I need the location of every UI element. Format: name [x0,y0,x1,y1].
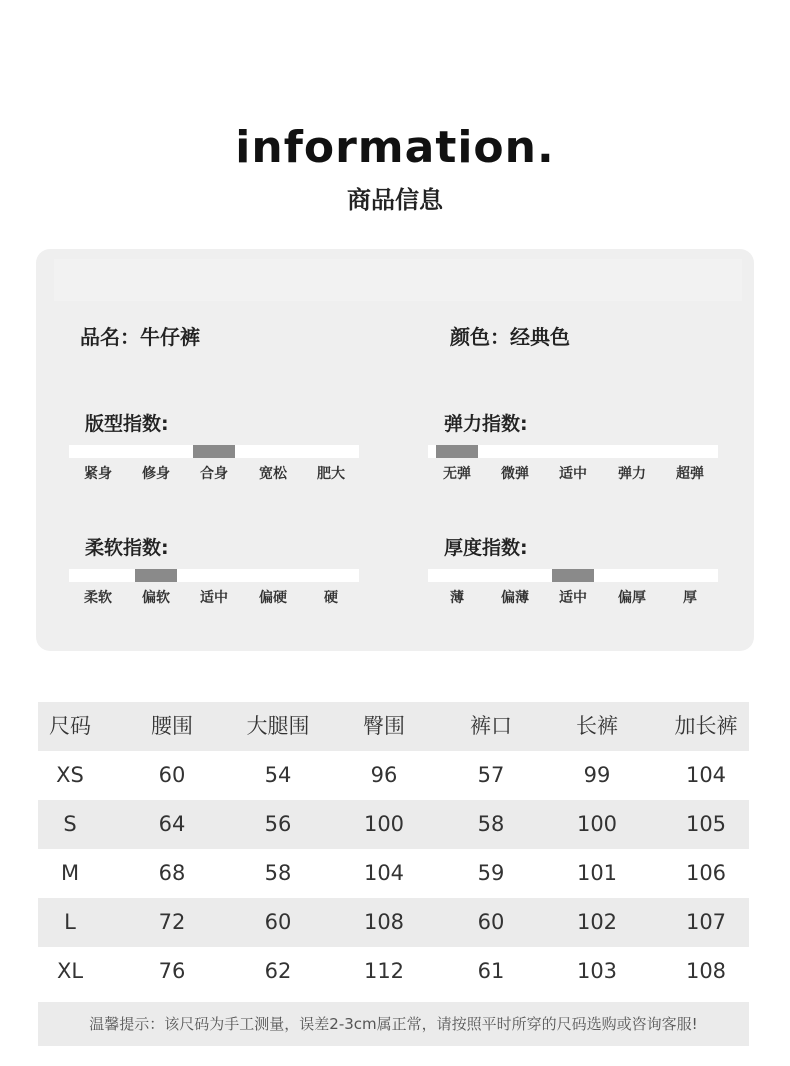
table-row-cell: 56 [264,812,292,836]
table-row-cell: 59 [477,861,505,885]
table-row [38,947,749,996]
table-row [38,849,749,898]
table-row-cell: 104 [363,861,405,885]
page-title: information. [235,122,555,173]
table-header-row-cell: 长裤 [576,714,618,738]
table-row-cell: L [64,910,76,934]
table-row-cell: 54 [264,763,292,787]
table-row-cell: 106 [685,861,727,885]
product-color-field: 颜色：经典色 [450,325,570,349]
stretch-index-label: 适中 [559,466,587,482]
thickness-index-label: 适中 [559,590,587,606]
table-row-cell: 108 [363,910,405,934]
product-info-card [36,249,754,651]
product-name-field: 品名：牛仔裤 [80,325,200,349]
table-row-cell: 60 [264,910,292,934]
size-note: 温馨提示：该尺码为手工测量，误差2-3cm属正常，请按照平时所穿的尺码选购或咨询客服! [38,1002,749,1046]
table-row-cell: 112 [363,959,405,983]
table-row-cell: 105 [685,812,727,836]
table-row-cell: 62 [264,959,292,983]
thickness-index-track [428,569,718,582]
table-row-cell: 68 [158,861,186,885]
softness-index-label: 偏软 [142,590,170,606]
fit-index-track [69,445,359,458]
stretch-index-label: 弹力 [618,466,646,482]
fit-index-label: 紧身 [84,466,112,482]
thickness-index-marker [552,569,594,582]
size-table [38,702,749,996]
stretch-index-label: 无弹 [443,466,471,482]
table-row-cell: 99 [583,763,611,787]
table-row-cell: 100 [363,812,405,836]
table-row-cell: M [60,861,80,885]
softness-index-label: 柔软 [84,590,112,606]
stretch-index-track [428,445,718,458]
table-row-cell: 107 [685,910,727,934]
thickness-index-title: 厚度指数: [444,537,528,559]
softness-index-track [69,569,359,582]
stretch-index-marker [436,445,478,458]
stretch-index-label: 超弹 [676,466,704,482]
table-header-row-cell: 大腿围 [246,714,310,738]
table-header-row-cell: 尺码 [49,714,91,738]
fit-index-label: 肥大 [317,466,345,482]
table-row [38,800,749,849]
stretch-index-title: 弹力指数: [444,413,528,435]
thickness-index-label: 薄 [450,590,464,606]
table-header-row-cell: 腰围 [151,714,193,738]
table-header-row-cell: 加长裤 [674,714,738,738]
table-row-cell: 60 [477,910,505,934]
softness-index-title: 柔软指数: [85,537,169,559]
table-row-cell: 108 [685,959,727,983]
table-row-cell: 64 [158,812,186,836]
table-row-cell: 58 [477,812,505,836]
fit-index-label: 宽松 [259,466,287,482]
card-header-band [54,259,742,301]
table-row-cell: 72 [158,910,186,934]
table-row-cell: 61 [477,959,505,983]
table-row-cell: S [63,812,77,836]
table-row-cell: XL [56,959,84,983]
page-subtitle: 商品信息 [347,186,443,214]
softness-index-label: 适中 [200,590,228,606]
table-row-cell: 101 [576,861,618,885]
table-row-cell: 76 [158,959,186,983]
table-header-row-cell: 裤口 [470,714,512,738]
fit-index-label: 合身 [200,466,228,482]
table-row-cell: 103 [576,959,618,983]
table-row-cell: 104 [685,763,727,787]
table-row-cell: XS [56,763,84,787]
softness-index-label: 偏硬 [259,590,287,606]
fit-index-label: 修身 [142,466,170,482]
thickness-index-label: 厚 [683,590,697,606]
table-row-cell: 102 [576,910,618,934]
table-row-cell: 96 [370,763,398,787]
fit-index-marker [193,445,235,458]
softness-index-label: 硬 [324,590,338,606]
softness-index-marker [135,569,177,582]
fit-index-title: 版型指数: [85,413,169,435]
stretch-index-label: 微弹 [501,466,529,482]
table-row-cell: 57 [477,763,505,787]
table-row-cell: 100 [576,812,618,836]
table-header-row [38,702,749,751]
table-row-cell: 60 [158,763,186,787]
table-row [38,751,749,800]
thickness-index-label: 偏厚 [618,590,646,606]
thickness-index-label: 偏薄 [501,590,529,606]
table-row [38,898,749,947]
table-row-cell: 58 [264,861,292,885]
table-header-row-cell: 臀围 [363,714,405,738]
